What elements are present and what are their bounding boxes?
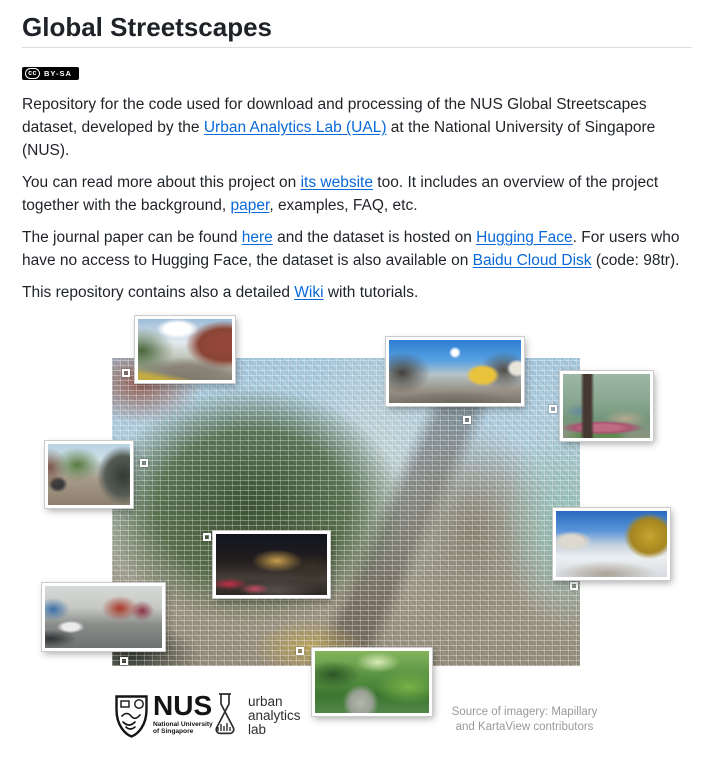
mosaic-marker: [203, 533, 211, 541]
urban-analytics-lab-logo: [206, 691, 301, 739]
link-paper[interactable]: paper: [230, 197, 270, 214]
mosaic-marker: [549, 405, 557, 413]
text-run: This repository contains also a detailed: [22, 284, 295, 301]
badge-row: [22, 62, 692, 76]
readme-body: [22, 93, 692, 304]
ual-text-line1: urban: [248, 694, 283, 709]
link-wiki[interactable]: Wiki: [294, 284, 324, 301]
photo-360-panorama-yellow-bus: [386, 337, 524, 406]
paragraph-wiki: [22, 281, 692, 304]
paragraph-dataset: [22, 226, 692, 272]
text-run: too. It includes an overview of the project together with the background,: [22, 174, 659, 214]
photo-rainy-asian-street: [42, 583, 165, 651]
ual-text-line2: analytics: [248, 708, 301, 723]
text-run: You can read more about this project on: [22, 174, 301, 191]
nus-shield-icon: [114, 694, 149, 739]
text-run: at the National University of Singapore (NUS).: [22, 119, 656, 159]
text-run: (code: 98tr).: [591, 252, 680, 269]
text-run: Repository for the code used for download and processing of the NUS Global Streetscapes dataset, developed by the: [22, 96, 647, 136]
flask-icon: [206, 691, 244, 739]
text-run: with tutorials.: [323, 284, 419, 301]
paragraph-intro: [22, 93, 692, 162]
link-journal-paper-here[interactable]: here: [241, 229, 273, 246]
mosaic-marker: [296, 647, 304, 655]
readme-page: [0, 12, 713, 758]
text-run: . For users who have no access to Hugging Face, the dataset is also available on: [22, 229, 680, 269]
mosaic-marker: [463, 416, 471, 424]
page-title: Global Streetscapes: [22, 12, 692, 48]
ual-text-line3: lab: [248, 722, 267, 737]
nus-wordmark: NUS: [153, 690, 213, 721]
nus-subtext-line2: of Singapore: [153, 728, 194, 735]
text-run: The journal paper can be found: [22, 229, 242, 246]
link-baidu-cloud-disk[interactable]: Baidu Cloud Disk: [472, 252, 592, 269]
mosaic-marker: [140, 459, 148, 467]
hero-collage-image[interactable]: [0, 313, 713, 758]
mosaic-marker: [570, 582, 578, 590]
photo-night-street: [213, 531, 330, 598]
paragraph-website: [22, 171, 692, 217]
source-note-line1: Source of imagery: Mapillary: [451, 706, 598, 718]
photo-misty-park-flowers: [560, 371, 653, 441]
ual-logo-text: [248, 695, 301, 737]
mosaic-marker: [120, 657, 128, 665]
license-badge[interactable]: [22, 67, 79, 80]
imagery-source-note: [437, 705, 612, 735]
text-run: , examples, FAQ, etc.: [269, 197, 418, 214]
nus-logo: [114, 690, 213, 739]
nus-logo-text: [153, 690, 213, 735]
photo-winter-snow-street: [553, 508, 670, 580]
mosaic-marker: [122, 369, 130, 377]
link-its-website[interactable]: its website: [300, 174, 373, 191]
license-badge-label: BY-SA: [44, 68, 72, 78]
photo-uk-street-daytime: [135, 316, 235, 383]
nus-subtext-line1: National University: [153, 721, 213, 728]
photo-forest-path: [312, 648, 432, 716]
link-hugging-face[interactable]: Hugging Face: [476, 229, 573, 246]
link-urban-analytics-lab[interactable]: Urban Analytics Lab (UAL): [203, 119, 387, 136]
text-run: and the dataset is hosted on: [272, 229, 477, 246]
nus-subtext: [153, 721, 213, 735]
photo-fisheye-sidewalk: [45, 441, 133, 508]
creative-commons-icon: cc: [25, 68, 40, 79]
source-note-line2: and KartaView contributors: [455, 721, 594, 733]
